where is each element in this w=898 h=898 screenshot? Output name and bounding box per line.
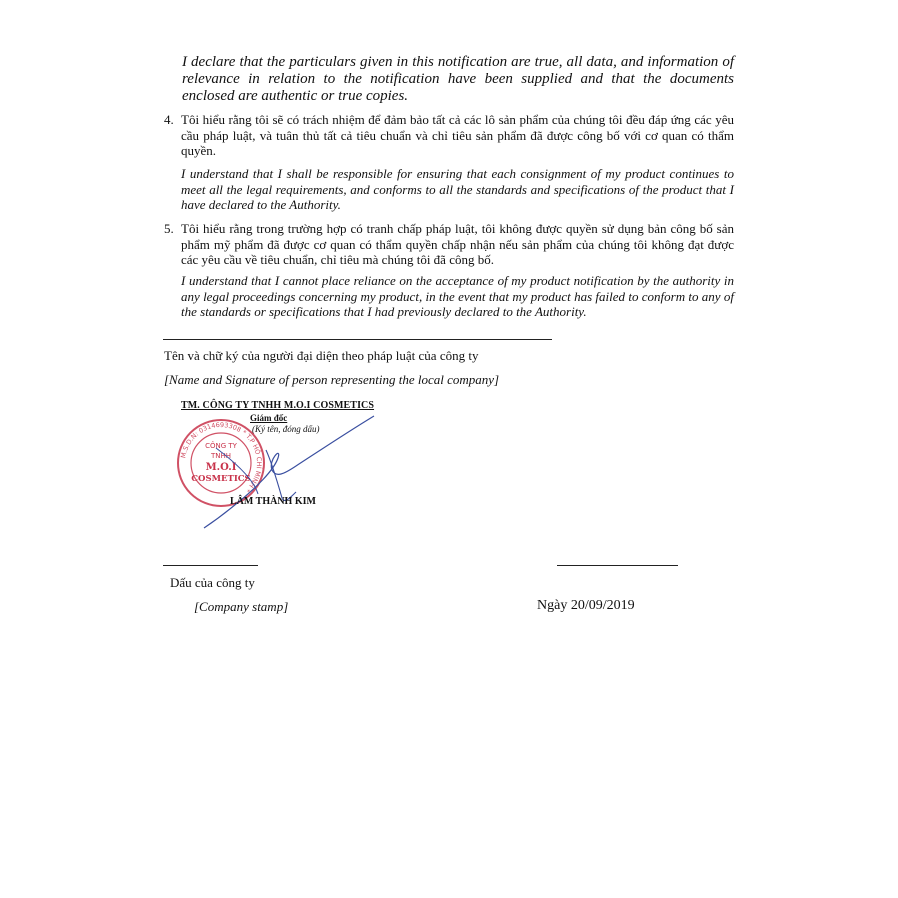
stamp-label-vietnamese: Dấu của công ty	[170, 575, 255, 590]
seal-ring-text: M.S.D.N: 0314693308 * T.P HỒ CHÍ MINH *	[179, 420, 264, 494]
declaration-paragraph: I declare that the particulars given in this notification are true, all data, and information of relevance in relation to the notification have been supplied and that the documents enclosed are authentic or true copies.	[182, 54, 734, 104]
director-title: Giám đốc	[250, 413, 288, 423]
date-line	[557, 565, 678, 566]
signature-label-vietnamese: Tên và chữ ký của người đại diện theo pháp luật của công ty	[164, 348, 479, 363]
item-text-english: I understand that I cannot place reliance on the acceptance of my product notification by the authority in any legal proceedings concerning my product, in the event that my product has failed to conform to any of the standards or specifications that I had previously declared to the Authority.	[181, 273, 734, 319]
date-label: Ngày 20/09/2019	[537, 598, 635, 613]
seal-line: M.O.I	[205, 462, 237, 473]
seal-line: CÔNG TY	[205, 442, 237, 450]
item-number: 5.	[164, 221, 174, 236]
director-note: (Ký tên, đóng dấu)	[252, 424, 320, 434]
signature-label-english: [Name and Signature of person representing the local company]	[164, 372, 500, 387]
company-heading: TM. CÔNG TY TNHH M.O.I COSMETICS	[181, 400, 375, 411]
item-text-vietnamese: Tôi hiểu rằng trong trường hợp có tranh chấp pháp luật, tôi không được quyền sử dụng bản công bố sản phẩm mỹ phẩm đã được cơ quan có thẩm quyền chấp nhận nếu sản phẩm của chúng tôi không đạt được các yêu cầu về tiêu chuẩn, chỉ tiêu mà chúng tôi đã công bố.	[181, 221, 734, 267]
stamp-line	[163, 565, 258, 566]
signature-line	[163, 339, 552, 340]
item-number: 4.	[164, 112, 174, 127]
item-text-vietnamese: Tôi hiểu rằng tôi sẽ có trách nhiệm để đảm bảo tất cả các lô sản phẩm của chúng tôi đều đáp ứng các yêu cầu pháp luật, và tuân thủ tất cả tiêu chuẩn và chỉ tiêu sản phẩm đã được công bố với cơ quan có thẩm quyền.	[181, 112, 734, 158]
stamp-label-english: [Company stamp]	[194, 599, 289, 614]
item-text-english: I understand that I shall be responsible for ensuring that each consignment of my product continues to meet all the legal requirements, and conforms to all the standards and specifications of the product that I have declared to the Authority.	[181, 166, 734, 212]
seal-line: COSMETICS	[191, 474, 251, 484]
signer-name: LÂM THÀNH KIM	[230, 496, 316, 507]
handwritten-signature	[196, 408, 386, 533]
seal-line: TNHH	[210, 452, 232, 460]
